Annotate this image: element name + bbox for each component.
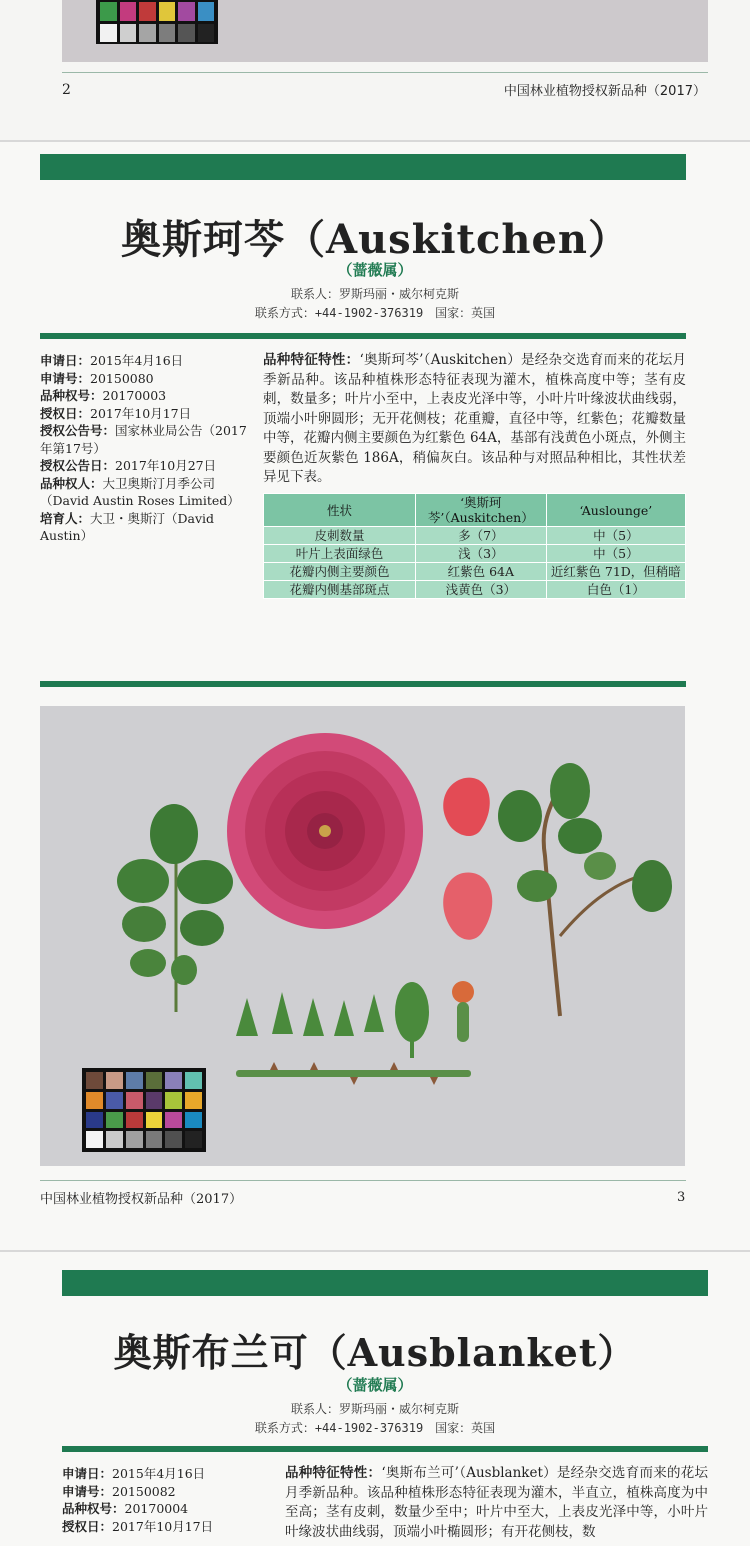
- specimen-photo-top: [62, 0, 708, 62]
- info-row: 品种权人：大卫奥斯汀月季公司（David Austin Roses Limited）: [40, 475, 240, 508]
- info-row: 申请日：2015年4月16日: [40, 353, 184, 368]
- petal-outer-icon: [443, 872, 492, 939]
- table-row: [264, 527, 686, 545]
- photo-divider: [40, 681, 686, 687]
- contact-person: 联系人：罗斯玛丽・威尔柯克斯: [290, 287, 459, 301]
- header-green-bar: [62, 1270, 708, 1296]
- info-row: 授权公告日：2017年10月27日: [40, 458, 217, 473]
- previous-page: [0, 0, 750, 140]
- info-row: 授权日：2017年10月17日: [62, 1518, 214, 1534]
- divider-line: [62, 72, 708, 73]
- sepals-icon: [236, 992, 384, 1036]
- table-cell: 中（5）: [546, 545, 685, 563]
- contact-person: 联系人：罗斯玛丽・威尔柯克斯: [290, 1402, 459, 1416]
- table-header: ‘Auslounge’: [546, 494, 685, 527]
- info-row: 申请日：2015年4月16日: [62, 1466, 206, 1481]
- characteristics-text: 品种特征特性：‘奥斯布兰可’（Ausblanket）是经杂交选育而来的花坛月季新品种。该品种植株形态特征表现为灌木，半直立，植株高度为中至高；茎有皮刺，数量少至中；叶片中至大，上表皮光泽中等，小叶片叶缘波状曲线弱，顶端小叶椭圆形；有开花侧枝，数: [285, 1465, 708, 1540]
- info-row: 品种权号：20170003: [40, 388, 167, 403]
- table-cell: 皮刺数量: [264, 527, 416, 545]
- rose-flower-icon: [227, 733, 423, 929]
- rose-hip-icon: [452, 981, 474, 1042]
- variety-page-auskitchen: [0, 142, 750, 1250]
- footer-running-head: 中国林业植物授权新品种（2017）: [40, 1192, 243, 1207]
- color-checker-card: [82, 1068, 206, 1152]
- table-cell: 浅黄色（3）: [415, 581, 546, 599]
- table-cell: 中（5）: [546, 527, 685, 545]
- compound-leaf-icon: [117, 804, 233, 1012]
- variety-page-ausblanket: [0, 1252, 750, 1546]
- section-divider: [40, 333, 686, 339]
- variety-title: 奥斯珂芩（Auskitchen）: [121, 216, 629, 263]
- page-number: 2: [62, 82, 71, 98]
- info-row: 培育人：大卫・奥斯汀（David Austin）: [40, 510, 215, 543]
- table-header: ‘奥斯珂芩’（Auskitchen）: [415, 494, 546, 527]
- running-head: 中国林业植物授权新品种（2017）: [503, 84, 706, 99]
- table-header-row: [264, 494, 686, 527]
- info-row: 授权日：2017年10月17日: [40, 405, 192, 421]
- stem-with-thorns-icon: [236, 1062, 471, 1085]
- rose-bud-icon: [395, 982, 429, 1058]
- section-divider: [62, 1446, 708, 1452]
- header-green-bar: [40, 154, 686, 180]
- info-row: 申请号：20150080: [40, 370, 154, 386]
- specimen-photo: [40, 706, 685, 1166]
- table-cell: 红紫色 64A: [415, 563, 546, 581]
- table-cell: 花瓣内侧基部斑点: [264, 581, 416, 599]
- table-cell: 多（7）: [415, 527, 546, 545]
- footer-page-number: 3: [677, 1190, 686, 1205]
- variety-title: 奥斯布兰可（Ausblanket）: [113, 1330, 637, 1375]
- registration-info: [40, 352, 248, 545]
- comparison-table: [263, 493, 686, 599]
- table-row: [264, 545, 686, 563]
- contact-info: 联系方式：+44-1902-376319 国家：英国: [254, 1421, 496, 1435]
- table-cell: 近红紫色 71D，但稍暗: [546, 563, 685, 581]
- table-header: 性状: [264, 494, 416, 527]
- characteristics-text: 品种特征特性：‘奥斯珂芩’（Auskitchen）是经杂交选育而来的花坛月季新品种。该品种植株形态特征表现为灌木，植株高度中等；茎有皮刺，数量多；叶片小至中，上表皮光泽中等，小叶片叶缘波状曲线弱，顶端小叶卵圆形；无开花侧枝；花重瓣，直径中等，红紫色；花瓣数量中等，花瓣内侧主要颜色为红紫色 64A，基部有浅黄色小斑点，外侧主要颜色近灰紫色 186A，稍偏灰白。该品种与对照品种相比，其性状差异见下表。: [263, 352, 687, 485]
- info-row: 授权公告号：国家林业局公告（2017年第17号）: [40, 423, 247, 456]
- info-row: 申请号：20150082: [62, 1483, 176, 1499]
- registration-info: [62, 1465, 270, 1535]
- contact-block: [0, 285, 750, 323]
- table-row: [264, 581, 686, 599]
- table-cell: 花瓣内侧主要颜色: [264, 563, 416, 581]
- genus-label: （蔷薇属）: [337, 261, 413, 279]
- info-row: 品种权号：20170004: [62, 1501, 189, 1516]
- contact-info: 联系方式：+44-1902-376319 国家：英国: [254, 306, 496, 320]
- table-cell: 叶片上表面绿色: [264, 545, 416, 563]
- petal-inner-icon: [443, 778, 490, 836]
- genus-label: （蔷薇属）: [337, 1376, 413, 1394]
- table-cell: 浅（3）: [415, 545, 546, 563]
- footer-rule: [40, 1180, 686, 1181]
- table-cell: 白色（1）: [546, 581, 685, 599]
- branch-with-leaves-icon: [498, 763, 672, 1016]
- table-row: [264, 563, 686, 581]
- contact-block: [0, 1400, 750, 1438]
- color-checker-card: [96, 0, 218, 44]
